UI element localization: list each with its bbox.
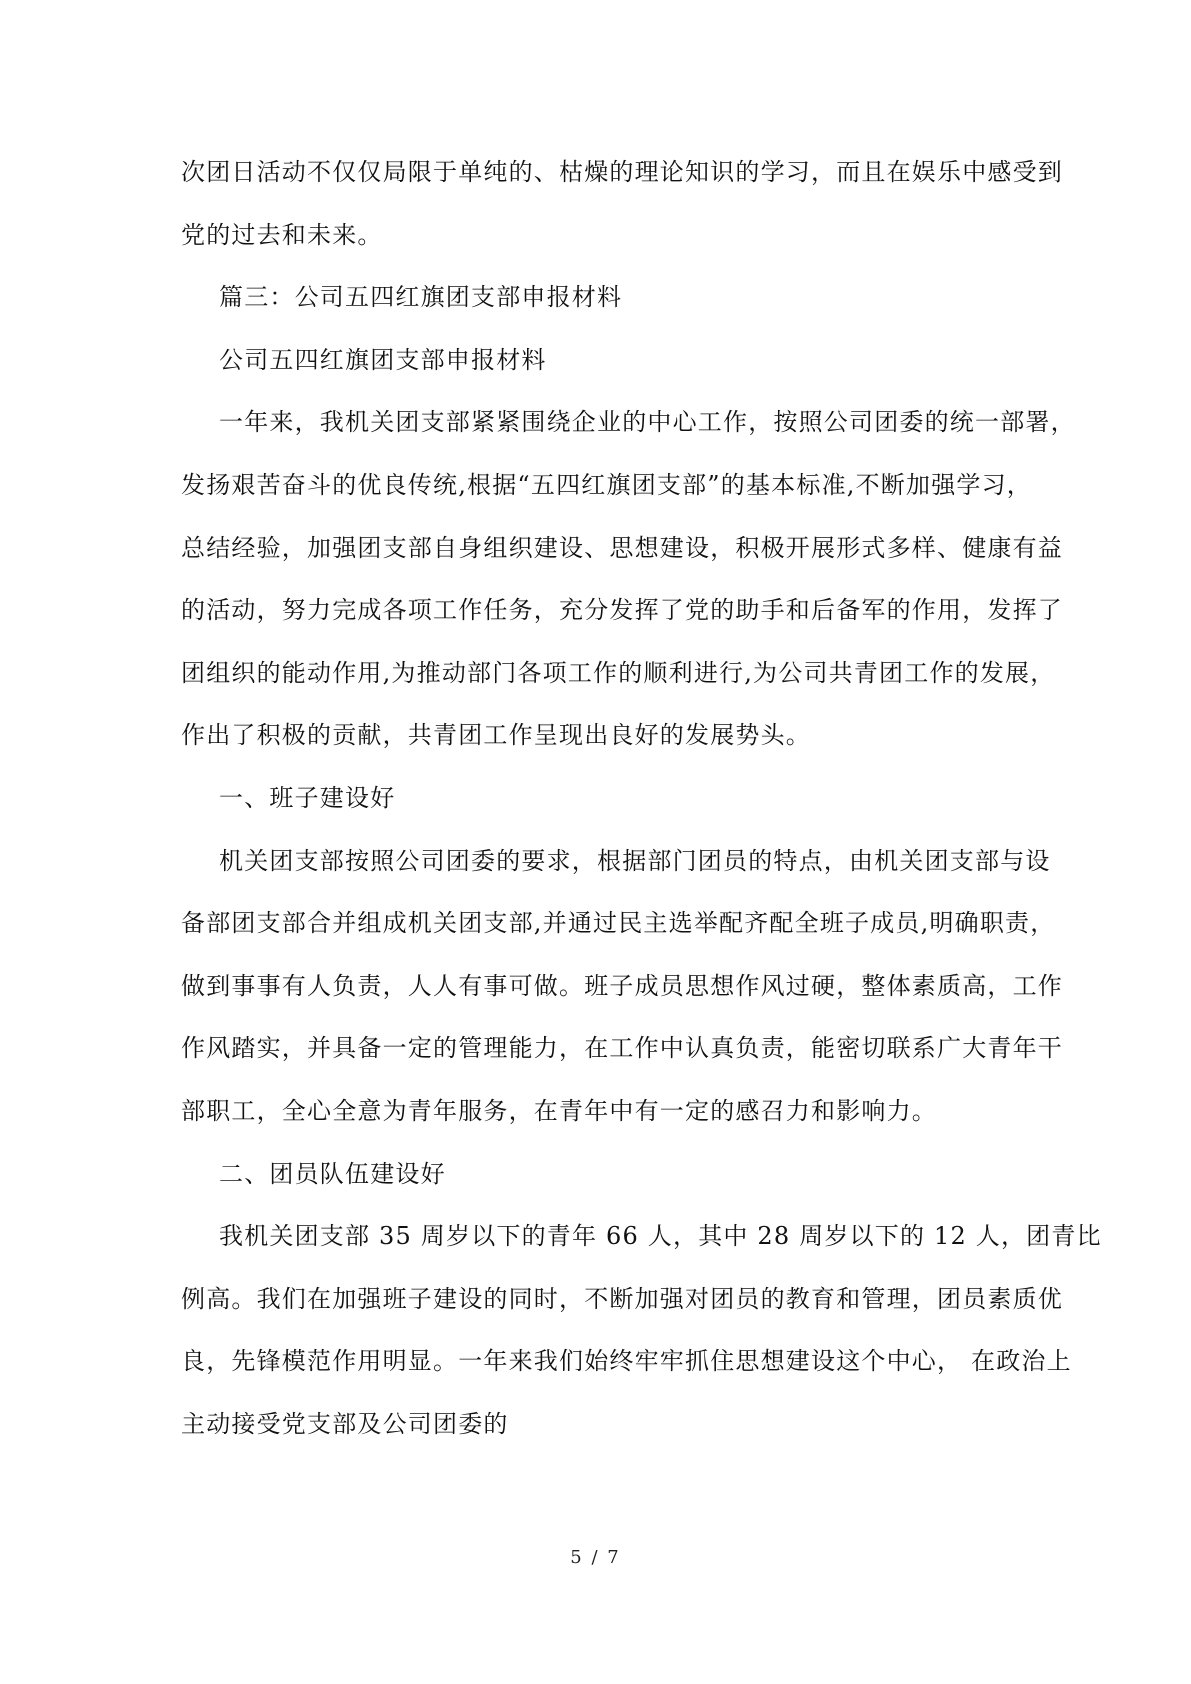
paragraph-line: 我机关团支部 35 周岁以下的青年 66 人，其中 28 周岁以下的 12 人，团青比 — [219, 1222, 1102, 1251]
page-number: 5 / 7 — [570, 1547, 621, 1568]
paragraph-line: 主动接受党支部及公司团委的 — [181, 1409, 509, 1438]
paragraph-line: 团组织的能动作用,为推动部门各项工作的顺利进行,为公司共青团工作的发展， — [181, 658, 1056, 687]
paragraph-line: 作风踏实，并具备一定的管理能力，在工作中认真负责，能密切联系广大青年干 — [181, 1034, 1063, 1063]
document-title: 公司五四红旗团支部申报材料 — [219, 345, 547, 374]
paragraph-line: 总结经验，加强团支部自身组织建设、思想建设，积极开展形式多样、健康有益 — [181, 533, 1063, 562]
paragraph-line: 次团日活动不仅仅局限于单纯的、枯燥的理论知识的学习，而且在娱乐中感受到 — [181, 158, 1063, 186]
paragraph-line: 党的过去和未来。 — [181, 220, 383, 249]
paragraph-line: 部职工，全心全意为青年服务，在青年中有一定的感召力和影响力。 — [181, 1096, 937, 1125]
section-heading: 篇三：公司五四红旗团支部申报材料 — [219, 283, 623, 312]
paragraph-line: 备部团支部合并组成机关团支部,并通过民主选举配齐配全班子成员,明确职责， — [181, 909, 1056, 938]
paragraph-line: 的活动，努力完成各项工作任务，充分发挥了党的助手和后备军的作用，发挥了 — [181, 596, 1063, 625]
document-body — [181, 152, 1102, 1466]
paragraph-line: 良，先锋模范作用明显。一年来我们始终牢牢抓住思想建设这个中心， 在政治上 — [181, 1347, 1072, 1376]
paragraph-line: 例高。我们在加强班子建设的同时，不断加强对团员的教育和管理，团员素质优 — [181, 1284, 1063, 1313]
paragraph-line: 一年来，我机关团支部紧紧围绕企业的中心工作，按照公司团委的统一部署， — [219, 408, 1076, 437]
section-heading: 一、班子建设好 — [219, 783, 396, 812]
paragraph-line: 做到事事有人负责，人人有事可做。班子成员思想作风过硬，整体素质高，工作 — [181, 971, 1063, 1000]
paragraph-line: 作出了积极的贡献，共青团工作呈现出良好的发展势头。 — [181, 721, 811, 750]
section-heading: 二、团员队伍建设好 — [219, 1159, 446, 1188]
paragraph-line: 发扬艰苦奋斗的优良传统,根据“五四红旗团支部”的基本标准,不断加强学习， — [181, 470, 1032, 499]
paragraph-line: 机关团支部按照公司团委的要求，根据部门团员的特点，由机关团支部与设 — [219, 846, 1051, 875]
